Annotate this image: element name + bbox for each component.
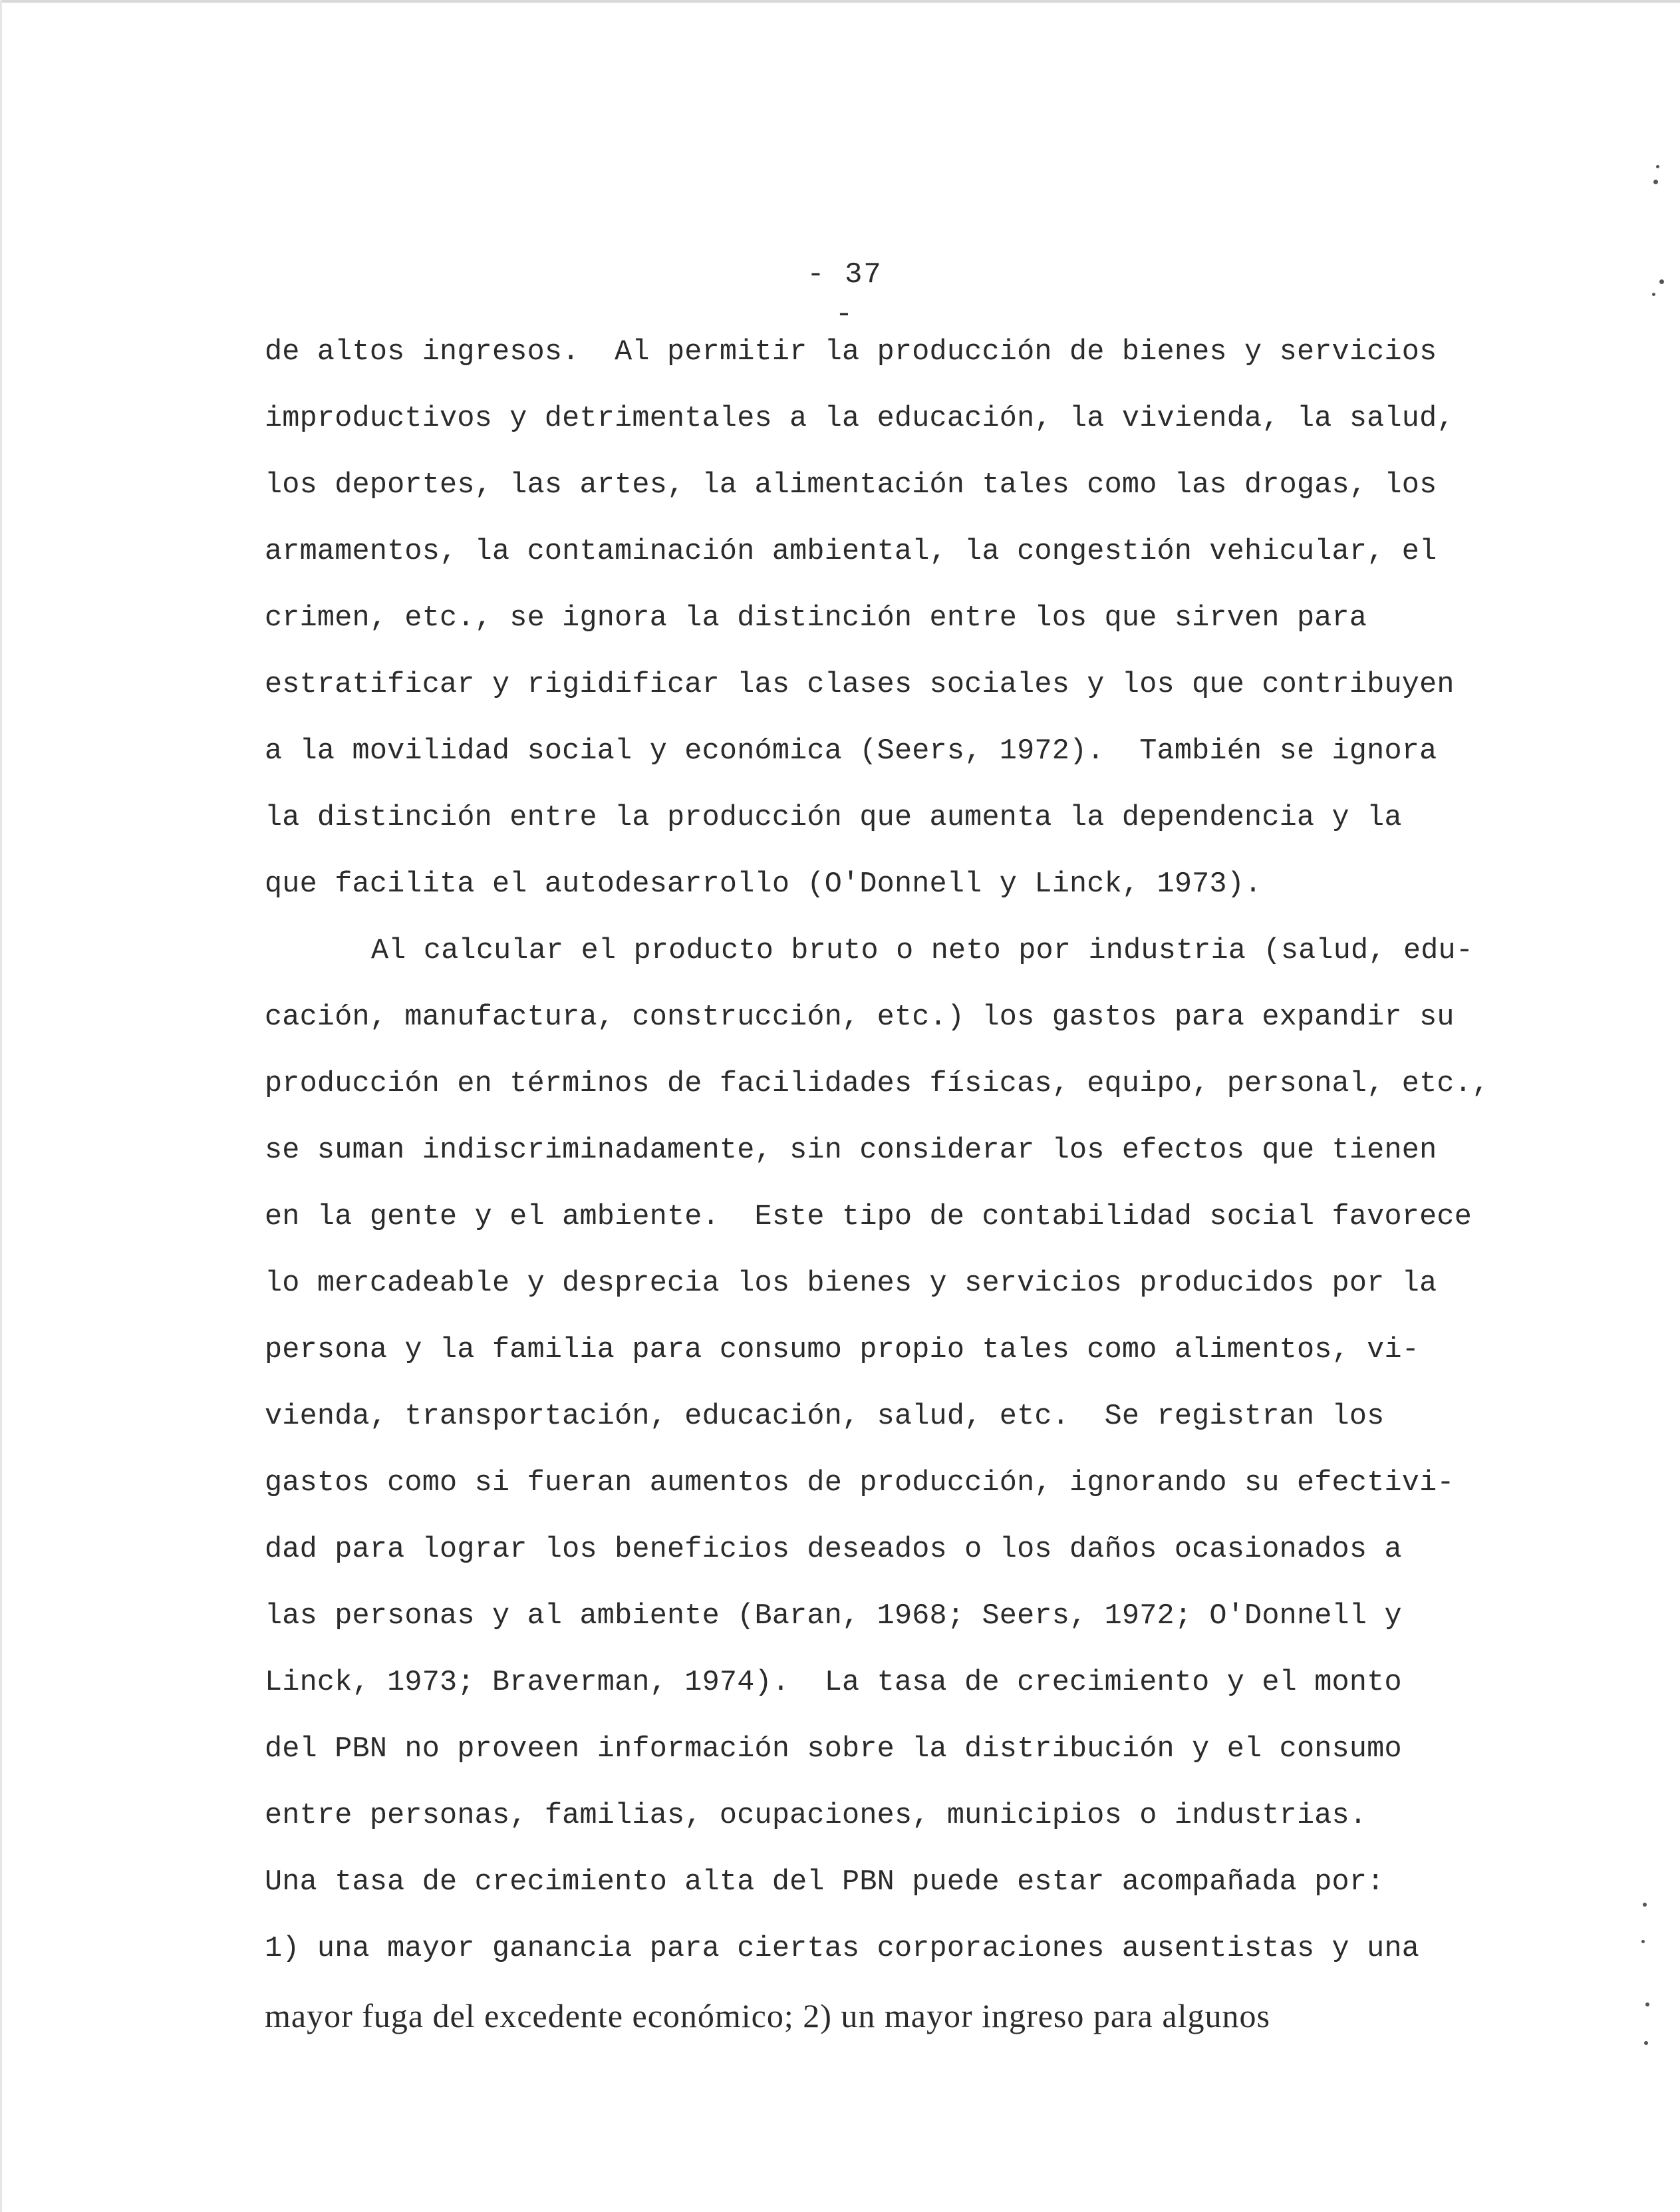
text-line: improductivos y detrimentales a la educación, la vivienda, la salud, — [265, 402, 1455, 435]
page-left-edge — [0, 0, 2, 2212]
text-line: en la gente y el ambiente. Este tipo de contabilidad social favorece — [265, 1201, 1472, 1233]
text-line: de altos ingresos. Al permitir la producción de bienes y servicios — [265, 336, 1437, 369]
text-line: dad para lograr los beneficios deseados o los daños ocasionados a — [265, 1533, 1402, 1566]
text-line: se suman indiscriminadamente, sin considerar los efectos que tienen — [265, 1134, 1437, 1167]
text-line: armamentos, la contaminación ambiental, la congestión vehicular, el — [265, 536, 1437, 568]
page-number: - 37 - — [807, 258, 883, 331]
text-line: lo mercadeable y desprecia los bienes y servicios producidos por la — [265, 1267, 1437, 1300]
text-line: estratificar y rigidificar las clases sociales y los que contribuyen — [265, 669, 1455, 701]
text-line: los deportes, las artes, la alimentación tales como las drogas, los — [265, 469, 1437, 502]
text-line: la distinción entre la producción que aumenta la dependencia y la — [265, 802, 1402, 834]
scan-speck — [1641, 1940, 1645, 1943]
text-line: 1) una mayor ganancia para ciertas corporaciones ausentistas y una — [265, 1933, 1420, 1965]
scan-speck — [1643, 1903, 1647, 1907]
scan-speck — [1659, 279, 1664, 284]
text-line: a la movilidad social y económica (Seers, 1972). También se ignora — [265, 735, 1437, 768]
text-line: crimen, etc., se ignora la distinción entre los que sirven para — [265, 602, 1367, 635]
text-line: cación, manufactura, construcción, etc.) los gastos para expandir su — [265, 1001, 1455, 1034]
text-line: que facilita el autodesarrollo (O'Donnell y Linck, 1973). — [265, 868, 1262, 901]
scan-speck — [1645, 2002, 1649, 2006]
paragraph-start-line: Al calcular el producto bruto o neto por industria (salud, edu- — [371, 935, 1474, 967]
scan-speck — [1656, 165, 1659, 168]
text-line: producción en términos de facilidades físicas, equipo, personal, etc., — [265, 1068, 1490, 1100]
scan-speck — [1653, 180, 1658, 184]
page-top-edge — [0, 0, 1680, 3]
scan-speck — [1652, 293, 1655, 296]
text-line: Una tasa de crecimiento alta del PBN puede estar acompañada por: — [265, 1866, 1385, 1899]
text-line: entre personas, familias, ocupaciones, municipios o industrias. — [265, 1800, 1367, 1832]
text-line: Linck, 1973; Braverman, 1974). La tasa de crecimiento y el monto — [265, 1666, 1402, 1699]
text-line: persona y la familia para consumo propio tales como alimentos, vi- — [265, 1334, 1420, 1366]
text-line: gastos como si fueran aumentos de producción, ignorando su efectivi- — [265, 1467, 1455, 1500]
scan-speck — [1644, 2041, 1648, 2045]
text-line: las personas y al ambiente (Baran, 1968; Seers, 1972; O'Donnell y — [265, 1600, 1402, 1633]
text-line: del PBN no proveen información sobre la distribución y el consumo — [265, 1733, 1402, 1766]
text-line: mayor fuga del excedente económico; 2) un mayor ingreso para algunos — [265, 1997, 1270, 2034]
text-line: vienda, transportación, educación, salud, etc. Se registran los — [265, 1400, 1385, 1433]
